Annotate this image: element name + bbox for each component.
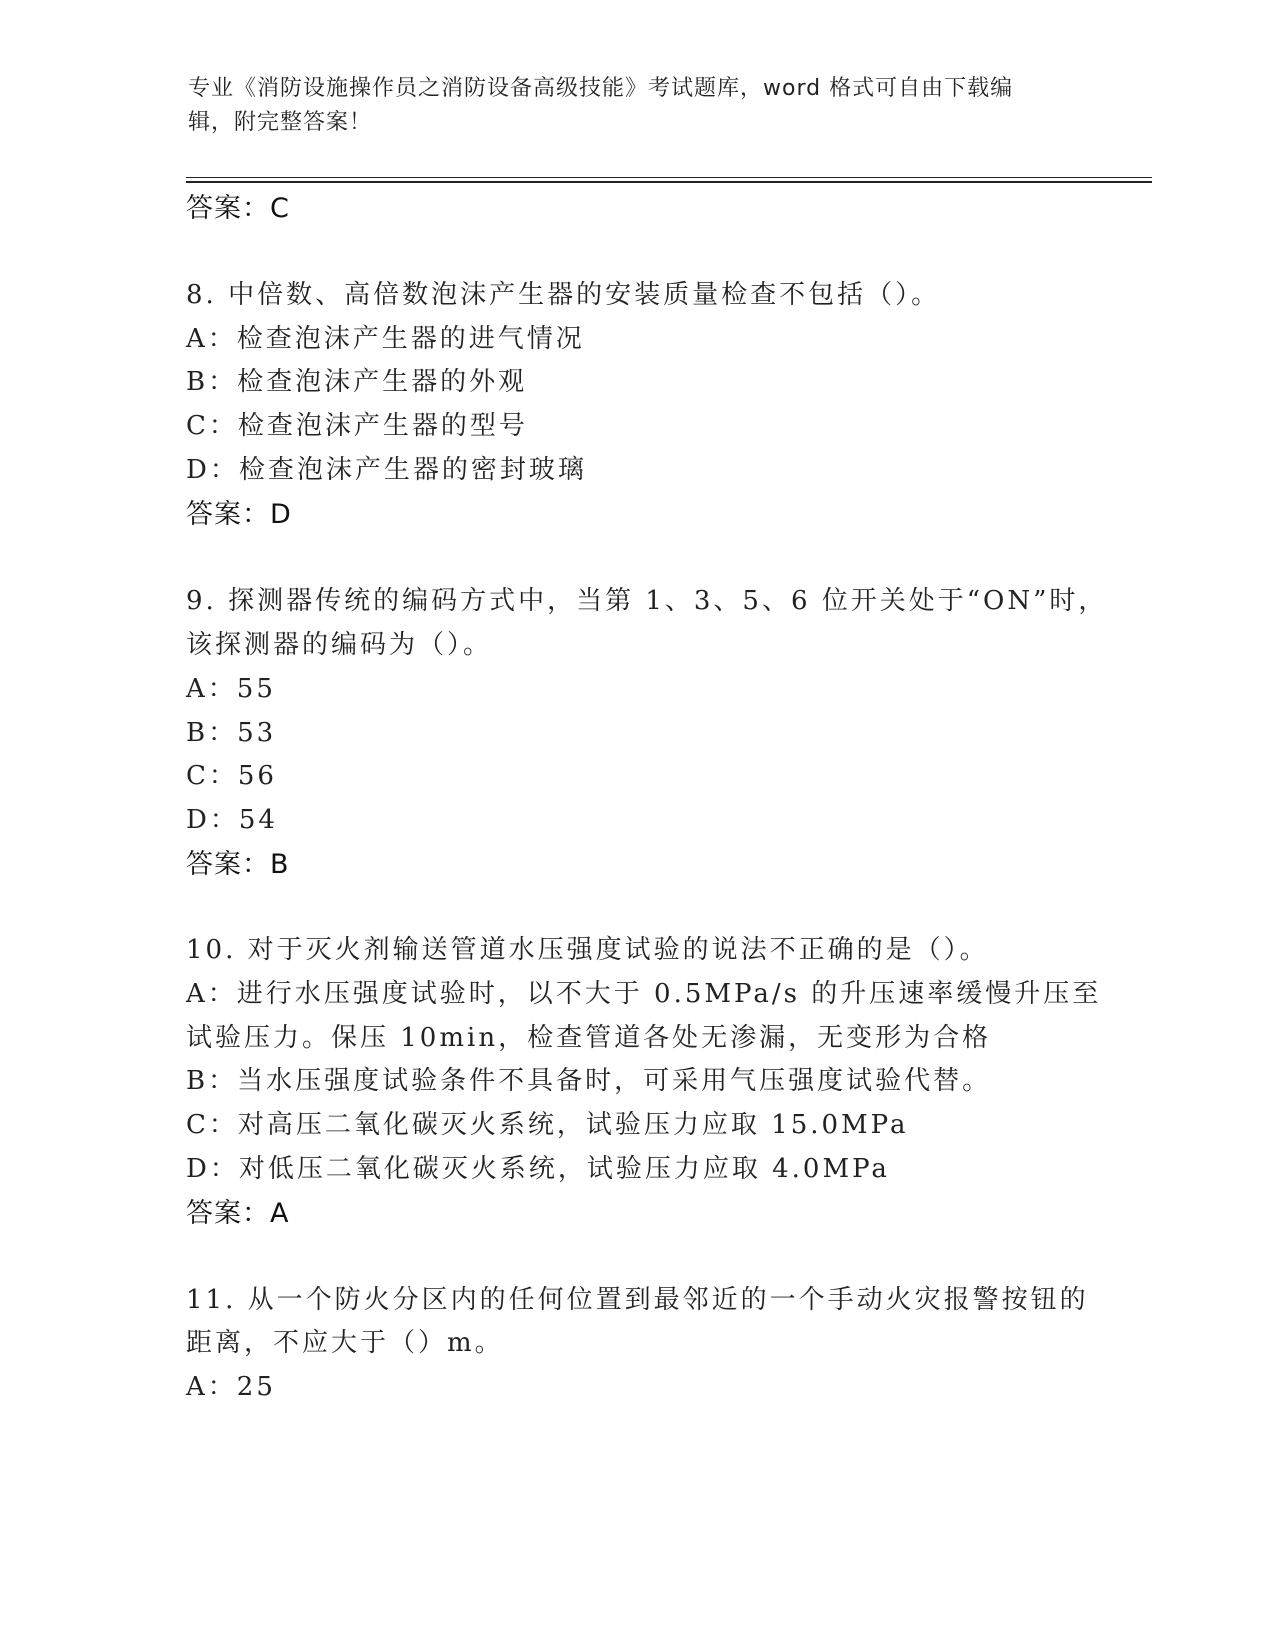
question-8-answer: 答案：D — [186, 499, 292, 530]
question-8-stem: 8. 中倍数、高倍数泡沫产生器的安装质量检查不包括（）。 — [186, 280, 941, 310]
question-10-option-d: D：对低压二氧化碳灭火系统，试验压力应取 4.0MPa — [186, 1154, 890, 1184]
question-10-option-a-line-2: 试验压力。保压 10min，检查管道各处无渗漏，无变形为合格 — [186, 1023, 992, 1053]
question-10-option-c: C：对高压二氧化碳灭火系统，试验压力应取 15.0MPa — [186, 1110, 909, 1140]
question-11-stem-line-1: 11. 从一个防火分区内的任何位置到最邻近的一个手动火灾报警按钮的 — [186, 1285, 1089, 1315]
question-8-option-c: C：检查泡沫产生器的型号 — [186, 411, 528, 441]
question-9-option-d: D：54 — [186, 805, 278, 835]
header-divider-thick — [186, 181, 1152, 183]
header-line-1: 专业《消防设施操作员之消防设备高级技能》考试题库，word 格式可自由下载编 — [188, 76, 1014, 101]
question-11-stem-line-2: 距离，不应大于（）m。 — [186, 1328, 504, 1358]
question-9-option-a: A：55 — [186, 674, 276, 704]
question-10-option-a-line-1: A：进行水压强度试验时，以不大于 0.5MPa/s 的升压速率缓慢升压至 — [186, 979, 1102, 1009]
question-9-option-b: B：53 — [186, 718, 277, 748]
header-divider-thin — [186, 177, 1152, 178]
header-line-2: 辑，附完整答案！ — [188, 110, 373, 135]
question-10-stem: 10. 对于灭火剂输送管道水压强度试验的说法不正确的是（）。 — [186, 935, 989, 965]
question-9-stem-line-1: 9. 探测器传统的编码方式中，当第 1、3、5、6 位开关处于“ON”时， — [186, 586, 1108, 616]
question-8-option-d: D：检查泡沫产生器的密封玻璃 — [186, 455, 587, 485]
question-9-answer: 答案：B — [186, 849, 290, 880]
previous-answer: 答案：C — [186, 193, 290, 224]
question-10-answer: 答案：A — [186, 1198, 290, 1229]
question-8-option-a: A：检查泡沫产生器的进气情况 — [186, 324, 585, 354]
question-8-option-b: B：检查泡沫产生器的外观 — [186, 367, 528, 397]
document-header — [188, 72, 1088, 140]
question-9-stem-line-2: 该探测器的编码为（）。 — [186, 630, 493, 660]
question-9-option-c: C：56 — [186, 761, 277, 791]
question-11-option-a: A：25 — [186, 1372, 276, 1402]
question-10-option-b: B：当水压强度试验条件不具备时，可采用气压强度试验代替。 — [186, 1066, 992, 1096]
